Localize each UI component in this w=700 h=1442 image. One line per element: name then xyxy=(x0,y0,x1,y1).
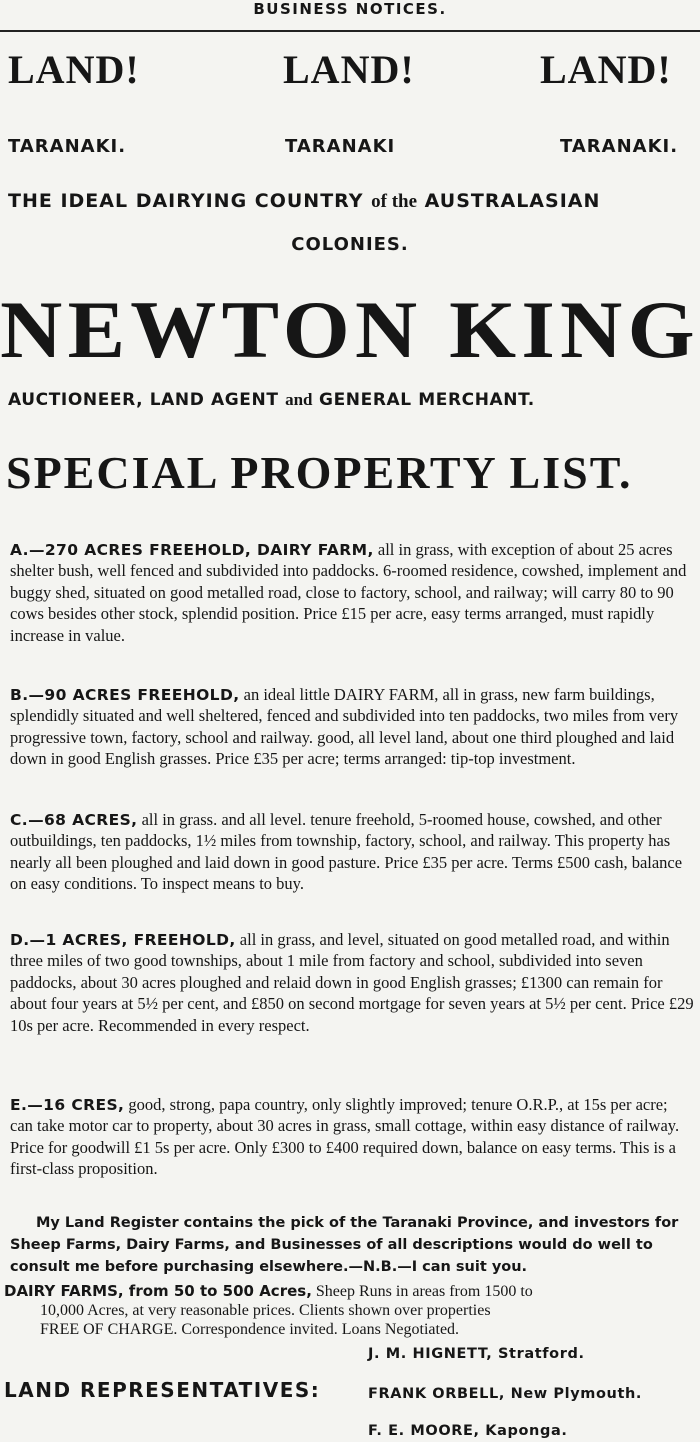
listing-b xyxy=(10,685,694,771)
dairy-farms-line1: Sheep Runs in areas from 1500 to xyxy=(311,1283,533,1300)
advertiser-role xyxy=(8,390,535,410)
ideal-line-joiner: of the xyxy=(371,191,418,212)
list-title: SPECIAL PROPERTY LIST. xyxy=(6,447,633,498)
dairy-farms-notice xyxy=(4,1282,694,1339)
listing-a xyxy=(10,540,694,647)
listing-lead: A.—270 ACRES FREEHOLD, DAIRY FARM, xyxy=(10,541,374,559)
advertiser-name: NEWTON KING xyxy=(0,284,700,375)
colonies-line: COLONIES. xyxy=(291,234,409,255)
taranaki-label-1: TARANAKI. xyxy=(8,136,127,157)
role-first: AUCTIONEER, LAND AGENT xyxy=(8,390,279,410)
ideal-line-end: AUSTRALASIAN xyxy=(424,190,601,212)
dairy-farms-lead: DAIRY FARMS, from 50 to 500 Acres, xyxy=(4,1282,312,1300)
land-headline-1: LAND! xyxy=(8,47,140,92)
listing-text: good, strong, papa country, only slightly improved; tenure O.R.P., at 15s per acre; can take motor car to property, about 30 acres in grass, small cottage, within easy distance of railway. Price for goodwill £1 5s per acre. Only £300 to £400 required down, balance on easy terms. This is a first-class proposition. xyxy=(10,1095,680,1179)
listing-text: all in grass, and level, situated on good metalled road, and within three miles of two good townships, about 1 mile from factory and school, subdivided into seven paddocks, about 30 acres ploughed and relaid down in good English grasses; £1300 can remain for about four years at 5½ per cent, and £850 on second mortgage for seven years at 5½ per cent. Price £29 10s per acre. Recommended in every respect. xyxy=(10,930,694,1035)
top-rule xyxy=(0,30,700,32)
listing-e xyxy=(10,1095,694,1181)
listing-lead: C.—68 ACRES, xyxy=(10,811,138,829)
listing-text: an ideal little DAIRY FARM, all in grass, new farm buildings, splendidly situated and well sheltered, fenced and subdivided into ten paddocks, two miles from very progressive town, factory, school and railway. good, all level land, about one third ploughed and laid down in good English grasses. Price £35 per acre; terms arranged: tip-top investment. xyxy=(10,685,679,769)
ideal-dairying-line xyxy=(8,190,600,213)
listing-text: all in grass. and all level. tenure freehold, 5-roomed house, cowshed, and other outbuildings, ten paddocks, 1½ miles from township, factory, school, and railway. This property has nearly all been ploughed and laid down in good pasture. Price £35 per acre. Terms £500 cash, balance on easy conditions. To inspect means to buy. xyxy=(10,810,683,894)
listing-d xyxy=(10,930,694,1037)
listing-lead: D.—1 ACRES, FREEHOLD, xyxy=(10,931,236,949)
ideal-line-start: THE IDEAL DAIRYING COUNTRY xyxy=(8,190,364,212)
dairy-farms-line2: 10,000 Acres, at very reasonable prices. Clients shown over properties xyxy=(40,1302,491,1319)
land-headline-3: LAND! xyxy=(540,47,672,92)
listing-lead: E.—16 CRES, xyxy=(10,1096,125,1114)
section-heading: BUSINESS NOTICES. xyxy=(253,0,447,18)
land-register-notice: My Land Register contains the pick of the Taranaki Province, and investors for Sheep Farms, Dairy Farms, and Businesses of all descriptions would do well to consult me before purchasing elsewhere.—N.B.—I can suit you. xyxy=(10,1215,679,1275)
dairy-farms-line3: FREE OF CHARGE. Correspondence invited. Loans Negotiated. xyxy=(40,1321,460,1338)
representatives-heading: LAND REPRESENTATIVES: xyxy=(4,1378,321,1402)
representative-1: J. M. HIGNETT, Stratford. xyxy=(368,1346,585,1362)
representative-3: F. E. MOORE, Kaponga. xyxy=(368,1423,568,1439)
listing-lead: B.—90 ACRES FREEHOLD, xyxy=(10,686,240,704)
land-headline-2: LAND! xyxy=(283,47,415,92)
taranaki-label-2: TARANAKI xyxy=(285,136,396,157)
representative-2: FRANK ORBELL, New Plymouth. xyxy=(368,1386,643,1402)
taranaki-label-3: TARANAKI. xyxy=(560,136,679,157)
role-joiner: and xyxy=(285,390,313,409)
listing-c xyxy=(10,810,694,896)
role-second: GENERAL MERCHANT. xyxy=(319,390,535,410)
listing-text: all in grass, with exception of about 25 acres shelter bush, well fenced and subdivided into paddocks. 6-roomed residence, cowshed, implement and buggy shed, situated on good metalled road, close to factory, school, and railway; will carry 80 to 90 cows besides other stock, splendid position. Price £15 per acre, easy terms arranged, must rapidly increase in value. xyxy=(10,540,687,645)
